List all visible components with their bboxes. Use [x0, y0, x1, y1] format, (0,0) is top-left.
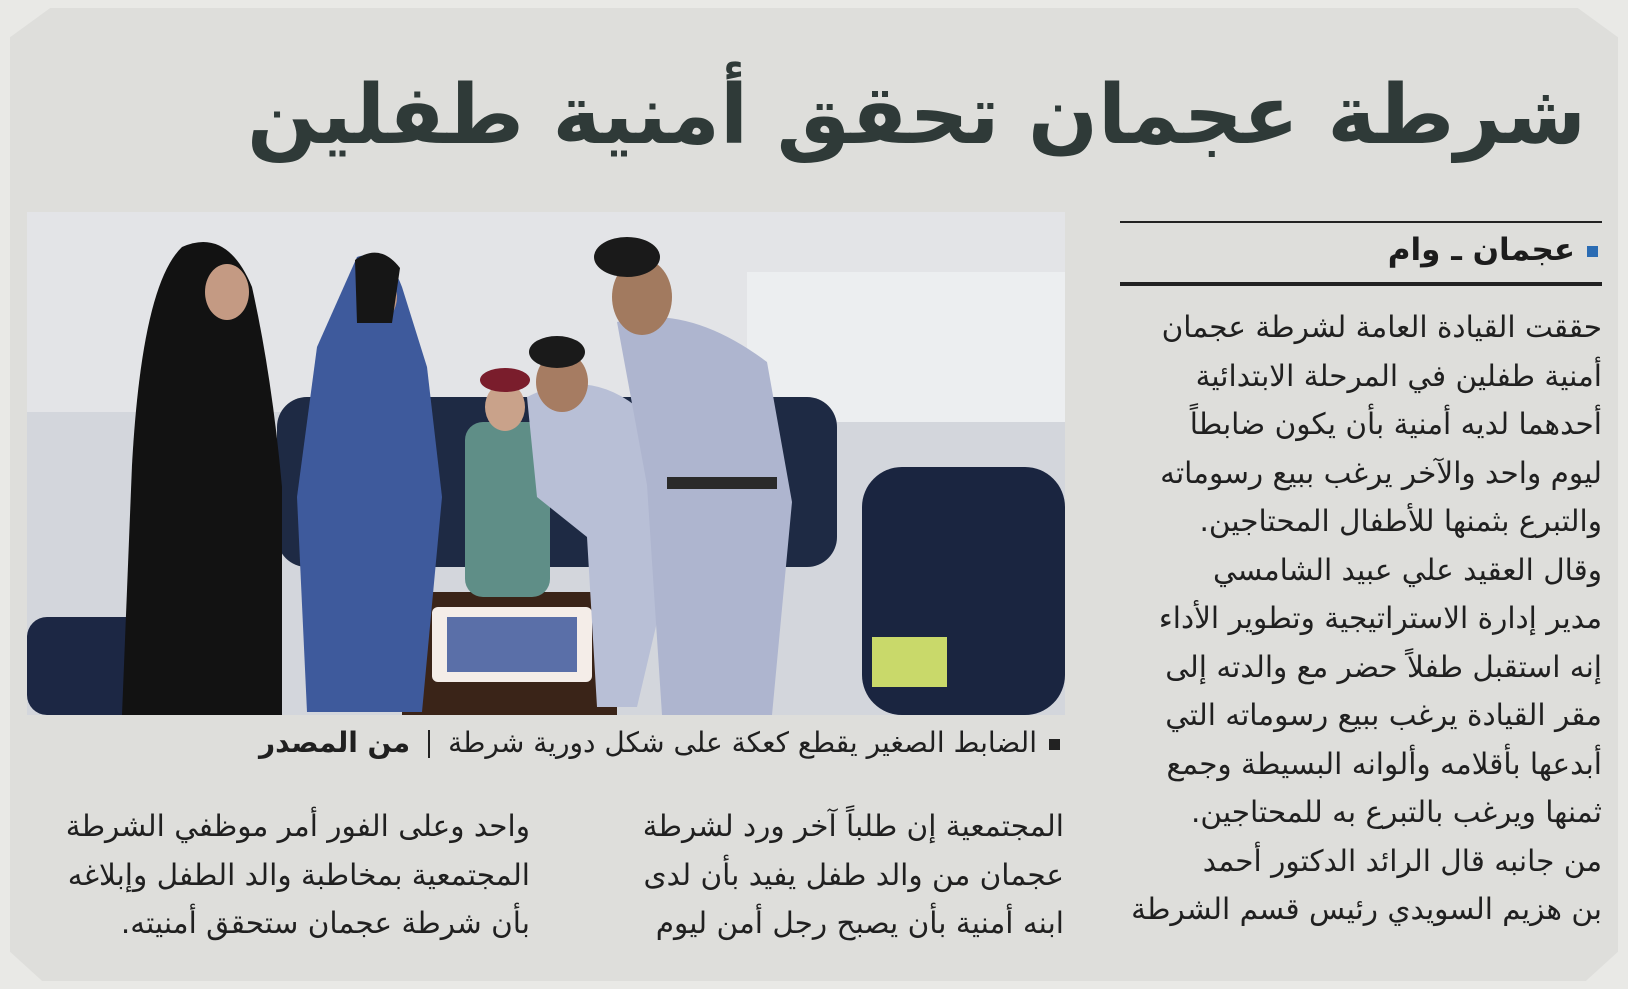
- article-line: المجتمعية إن طلباً آخر ورد لشرطة: [642, 809, 1064, 843]
- square-bullet-icon: [1587, 246, 1598, 257]
- photo-illustration: [27, 212, 1065, 715]
- article-line: إنه استقبل طفلاً حضر مع والدته إلى: [1165, 649, 1602, 684]
- article-line: حققت القيادة العامة لشرطة عجمان: [1161, 310, 1602, 344]
- article-line: ابنه أمنية بأن يصبح رجل أمن ليوم: [655, 906, 1064, 940]
- article-line: عجمان من والد طفل يفيد بأن لدى: [643, 857, 1064, 892]
- square-bullet-icon: [1049, 739, 1060, 750]
- article-line: مقر القيادة يرغب ببيع رسوماته التي: [1165, 698, 1602, 732]
- dateline-rule-bottom: [1120, 282, 1602, 286]
- article-line: والتبرع بثمنها للأطفال المحتاجين.: [1199, 504, 1602, 538]
- article-line: مدير إدارة الاستراتيجية وتطوير الأداء: [1158, 601, 1602, 635]
- article-line: المجتمعية بمخاطبة والد الطفل وإبلاغه: [67, 857, 530, 892]
- caption-separator: [428, 730, 430, 758]
- news-photo: [27, 212, 1065, 715]
- article-line: بأن شرطة عجمان ستحقق أمنيته.: [120, 906, 530, 940]
- article-line: واحد وعلى الفور أمر موظفي الشرطة: [65, 809, 530, 843]
- article-line: بن هزيم السويدي رئيس قسم الشرطة: [1131, 892, 1602, 926]
- article-column-left: [40, 802, 530, 948]
- article-line: من جانبه قال الرائد الدكتور أحمد: [1202, 843, 1602, 878]
- article-line: أمنية طفلين في المرحلة الابتدائية: [1195, 358, 1602, 393]
- article-line: وقال العقيد علي عبيد الشامسي: [1212, 552, 1602, 587]
- dateline-text: عجمان ـ وام: [1387, 232, 1575, 268]
- article-line: أبدعها بأقلامه وألوانه البسيطة وجمع: [1166, 746, 1602, 781]
- headline: شرطة عجمان تحقق أمنية طفلين: [246, 68, 1586, 163]
- article-column-middle: [574, 802, 1064, 948]
- dateline: [1178, 232, 1598, 268]
- caption-text: الضابط الصغير يقطع كعكة على شكل دورية شرطة: [448, 726, 1037, 759]
- dateline-rule-top: [1120, 221, 1602, 223]
- article-line: ثمنها ويرغب بالتبرع به للمحتاجين.: [1191, 795, 1602, 829]
- article-line: أحدهما لديه أمنية بأن يكون ضابطاً: [1189, 407, 1602, 441]
- photo-credit: من المصدر: [259, 726, 411, 759]
- article-column-right: [1112, 303, 1602, 934]
- article-line: ليوم واحد والآخر يرغب ببيع رسوماته: [1160, 455, 1602, 490]
- photo-caption: [160, 726, 1060, 759]
